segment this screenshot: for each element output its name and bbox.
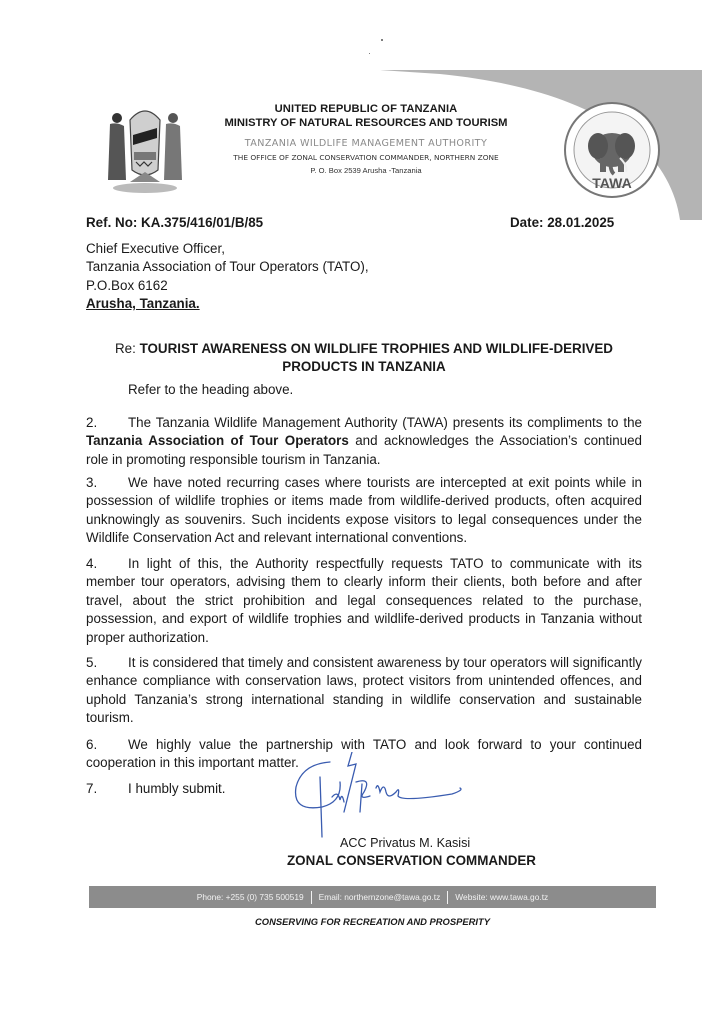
recipient-line: Tanzania Association of Tour Operators (TATO),: [86, 259, 369, 275]
paragraph-number: 4.: [86, 556, 98, 571]
refer-line: Refer to the heading above.: [128, 382, 294, 397]
header-office: THE OFFICE OF ZONAL CONSERVATION COMMANDER, NORTHERN ZONE: [233, 153, 499, 162]
paragraph-text: The Tanzania Wildlife Management Authority (TAWA) presents its compliments to the: [128, 415, 642, 430]
subject-line-2: PRODUCTS IN TANZANIA: [282, 359, 446, 375]
signatory-name: ACC Privatus M. Kasisi: [340, 836, 471, 850]
signatory-title: ZONAL CONSERVATION COMMANDER: [287, 853, 536, 868]
paragraph-number: 6.: [86, 737, 98, 752]
recipient-line: Chief Executive Officer,: [86, 241, 225, 256]
header-ministry: MINISTRY OF NATURAL RESOURCES AND TOURISM: [224, 117, 508, 129]
paragraph-text: In light of this, the Authority respectfully requests TATO to communicate with its member tour operators, advising them to clearly inform their clients, both before and after travel, about the strict prohibition and legal consequences related to the purchase, possession, and export of wildlife trophies and wildlife-derived products in Tanzania without proper authorization.: [86, 556, 642, 645]
subject-line-1: TOURIST AWARENESS ON WILDLIFE TROPHIES AND WILDLIFE-DERIVED: [139, 341, 613, 356]
footer-contact-bar: [89, 886, 656, 908]
paragraph-number: 5.: [86, 655, 98, 670]
header-authority: TANZANIA WILDLIFE MANAGEMENT AUTHORITY: [244, 138, 488, 149]
header-country: UNITED REPUBLIC OF TANZANIA: [274, 103, 458, 115]
footer-phone: Phone: +255 (0) 735 500519: [196, 892, 304, 902]
paragraph-text: We highly value the partnership with TATO and look forward to your continued cooperation in this important matter.: [86, 737, 642, 771]
paragraph-number: 3.: [86, 475, 98, 490]
scan-speck: [381, 39, 383, 41]
subject-prefix: Re:: [115, 341, 140, 356]
subject-heading: [86, 340, 642, 377]
paragraph-number: 7.: [86, 781, 98, 796]
recipient-line: P.O.Box 6162: [86, 277, 168, 293]
paragraph-text: I humbly submit.: [128, 781, 226, 796]
paragraph-number: 2.: [86, 415, 98, 430]
handwritten-signature-icon: [292, 752, 467, 840]
footer-email: Email: northernzone@tawa.go.tz: [318, 892, 441, 902]
tawa-elephant-seal-icon: [562, 100, 662, 200]
paragraph-text: It is considered that timely and consistent awareness by tour operators will significantly enhance compliance with conservation laws, protect visitors from unintended offences, and uphold Tanzania’s strong international standing in wildlife conservation and sustainable tourism.: [86, 655, 642, 726]
paragraph-text: and acknowledges the Association’s continued role in promoting responsible tourism in Tanzania.: [86, 433, 642, 467]
paragraph-text: We have noted recurring cases where tourists are intercepted at exit points while in possession of wildlife trophies or items made from wildlife-derived products, often acquired unknowingly as souvenirs. Such incidents expose visitors to legal consequences under the Wildlife Conservation Act and relevant international conventions.: [86, 475, 642, 546]
paragraph-2: [86, 414, 642, 469]
header-address: P. O. Box 2539 Arusha -Tanzania: [310, 166, 422, 175]
recipient-address: [86, 240, 369, 314]
footer-motto: CONSERVING FOR RECREATION AND PROSPERITY: [255, 916, 490, 927]
footer-website: Website: www.tawa.go.tz: [455, 892, 549, 902]
reference-number: Ref. No: KA.375/416/01/B/85: [86, 215, 264, 230]
scan-speck: [369, 53, 370, 54]
paragraph-3: [86, 474, 642, 548]
paragraph-bold-org: Tanzania Association of Tour Operators: [86, 433, 349, 449]
recipient-city: Arusha, Tanzania.: [86, 296, 200, 312]
footer-divider: [311, 891, 312, 904]
paragraph-5: [86, 654, 642, 728]
footer-divider: [447, 891, 448, 904]
coat-of-arms-icon: [100, 100, 190, 195]
tawa-logo-text: TAWA: [592, 175, 632, 191]
paragraph-4: [86, 555, 642, 647]
letter-date: Date: 28.01.2025: [510, 215, 615, 230]
